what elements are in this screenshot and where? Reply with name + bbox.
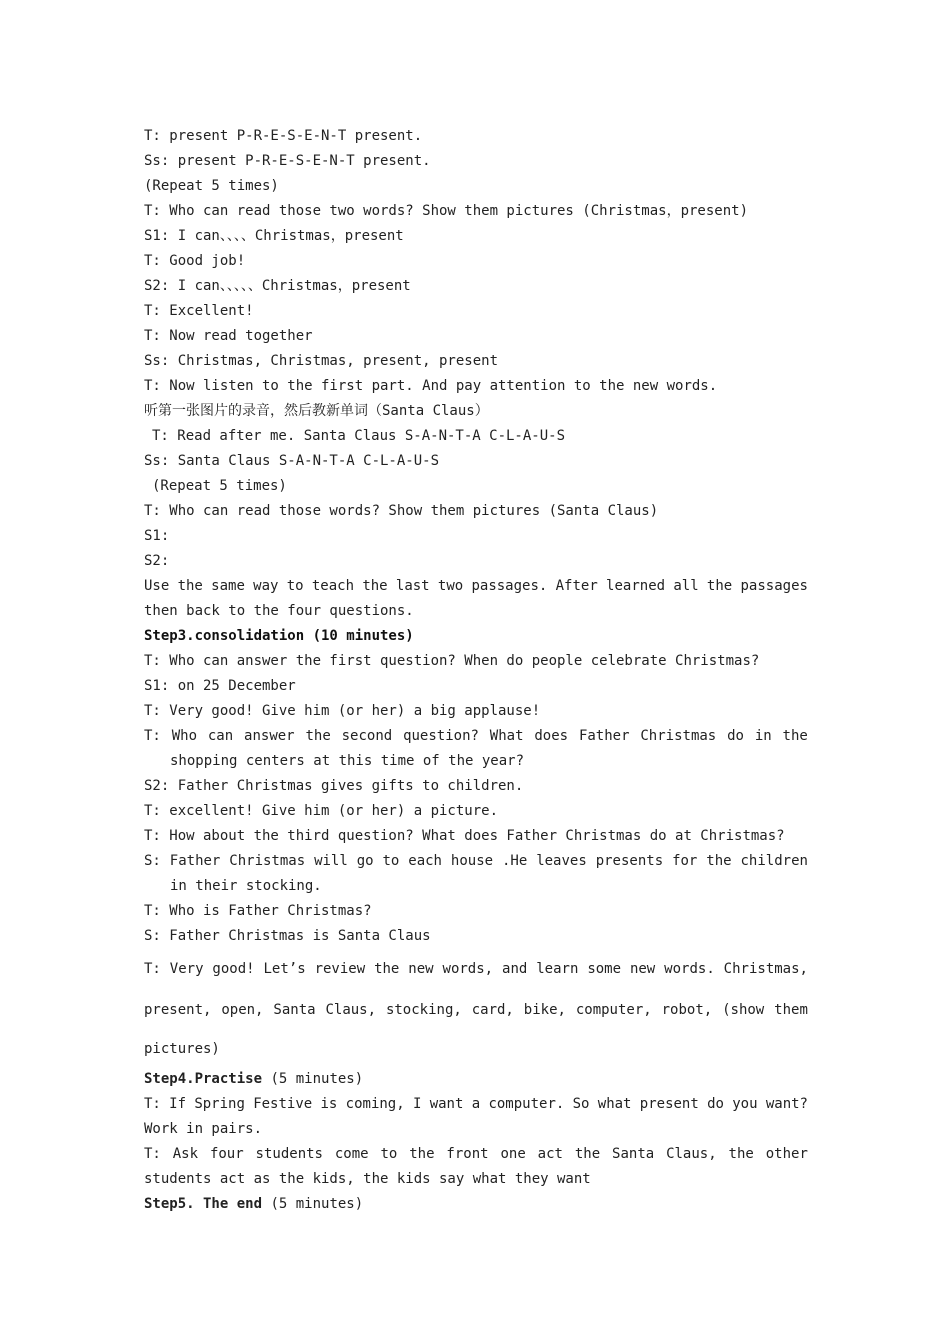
text-line: T: Who can read those two words? Show them pictures (Christmas，present)	[144, 203, 749, 219]
text-line: students act as the kids, the kids say what they want	[144, 1171, 591, 1187]
text-line: T: Read after me. Santa Claus S-A-N-T-A C-L-A-U-S	[152, 428, 566, 444]
step4-duration: (5 minutes)	[262, 1071, 364, 1087]
text-line: T: Good job!	[144, 253, 246, 269]
text-line: T: How about the third question? What does Father Christmas do at Christmas?	[144, 828, 785, 844]
text-line: S2:	[144, 553, 170, 569]
text-line: (Repeat 5 times)	[144, 178, 279, 194]
document-body	[144, 124, 808, 1217]
text-line: S: Father Christmas is Santa Claus	[144, 928, 431, 944]
text-line: S1: on 25 December	[144, 678, 296, 694]
text-line: Ss: Santa Claus S-A-N-T-A C-L-A-U-S	[144, 453, 440, 469]
text-line: T: excellent! Give him (or her) a picture.	[144, 803, 499, 819]
step5-duration: (5 minutes)	[262, 1196, 364, 1212]
text-line: shopping centers at this time of the year?	[170, 753, 525, 769]
text-line: T: Very good! Let’s review the new words, and learn some new words. Christmas,	[144, 961, 808, 977]
text-line: T: Now read together	[144, 328, 313, 344]
text-line: S2: I can、、、、、Christmas，present	[144, 278, 411, 294]
text-line: T: present P-R-E-S-E-N-T present.	[144, 128, 423, 144]
text-line: S2: Father Christmas gives gifts to children.	[144, 778, 524, 794]
text-line: present, open, Santa Claus, stocking, card, bike, computer, robot, (show them	[144, 1002, 808, 1018]
text-line: T: Who is Father Christmas?	[144, 903, 372, 919]
text-line: Ss: Christmas, Christmas, present, present	[144, 353, 499, 369]
text-line: then back to the four questions.	[144, 603, 414, 619]
text-line: S: Father Christmas will go to each house .He leaves presents for the children	[144, 853, 808, 869]
text-line: Step3.consolidation (10 minutes)	[144, 628, 414, 644]
text-line: T: Who can read those words? Show them pictures (Santa Claus)	[144, 503, 659, 519]
text-line: 听第一张图片的录音，然后教新单词（Santa Claus）	[144, 403, 489, 419]
text-line: Ss: present P-R-E-S-E-N-T present.	[144, 153, 431, 169]
text-line: T: Ask four students come to the front one act the Santa Claus, the other	[144, 1146, 808, 1162]
text-line: Use the same way to teach the last two passages. After learned all the passages	[144, 578, 808, 594]
text-line: T: Excellent!	[144, 303, 254, 319]
step4-heading	[144, 1067, 808, 1092]
text-line: T: If Spring Festive is coming, I want a computer. So what present do you want?	[144, 1096, 808, 1112]
text-line: pictures)	[144, 1041, 220, 1057]
text-line: S1: I can、、、、Christmas，present	[144, 228, 404, 244]
text-line: S1:	[144, 528, 170, 544]
step4-label: Step4.Practise	[144, 1071, 263, 1087]
text-line: T: Now listen to the first part. And pay attention to the new words.	[144, 378, 718, 394]
step5-heading	[144, 1192, 808, 1217]
text-line: T: Who can answer the second question? What does Father Christmas do in the	[144, 728, 808, 744]
text-line: (Repeat 5 times)	[152, 478, 287, 494]
text-line: T: Very good! Give him (or her) a big applause!	[144, 703, 541, 719]
step5-label: Step5. The end	[144, 1196, 263, 1212]
text-line: Work in pairs.	[144, 1121, 263, 1137]
text-line: in their stocking.	[170, 878, 322, 894]
text-line: T: Who can answer the first question? When do people celebrate Christmas?	[144, 653, 760, 669]
